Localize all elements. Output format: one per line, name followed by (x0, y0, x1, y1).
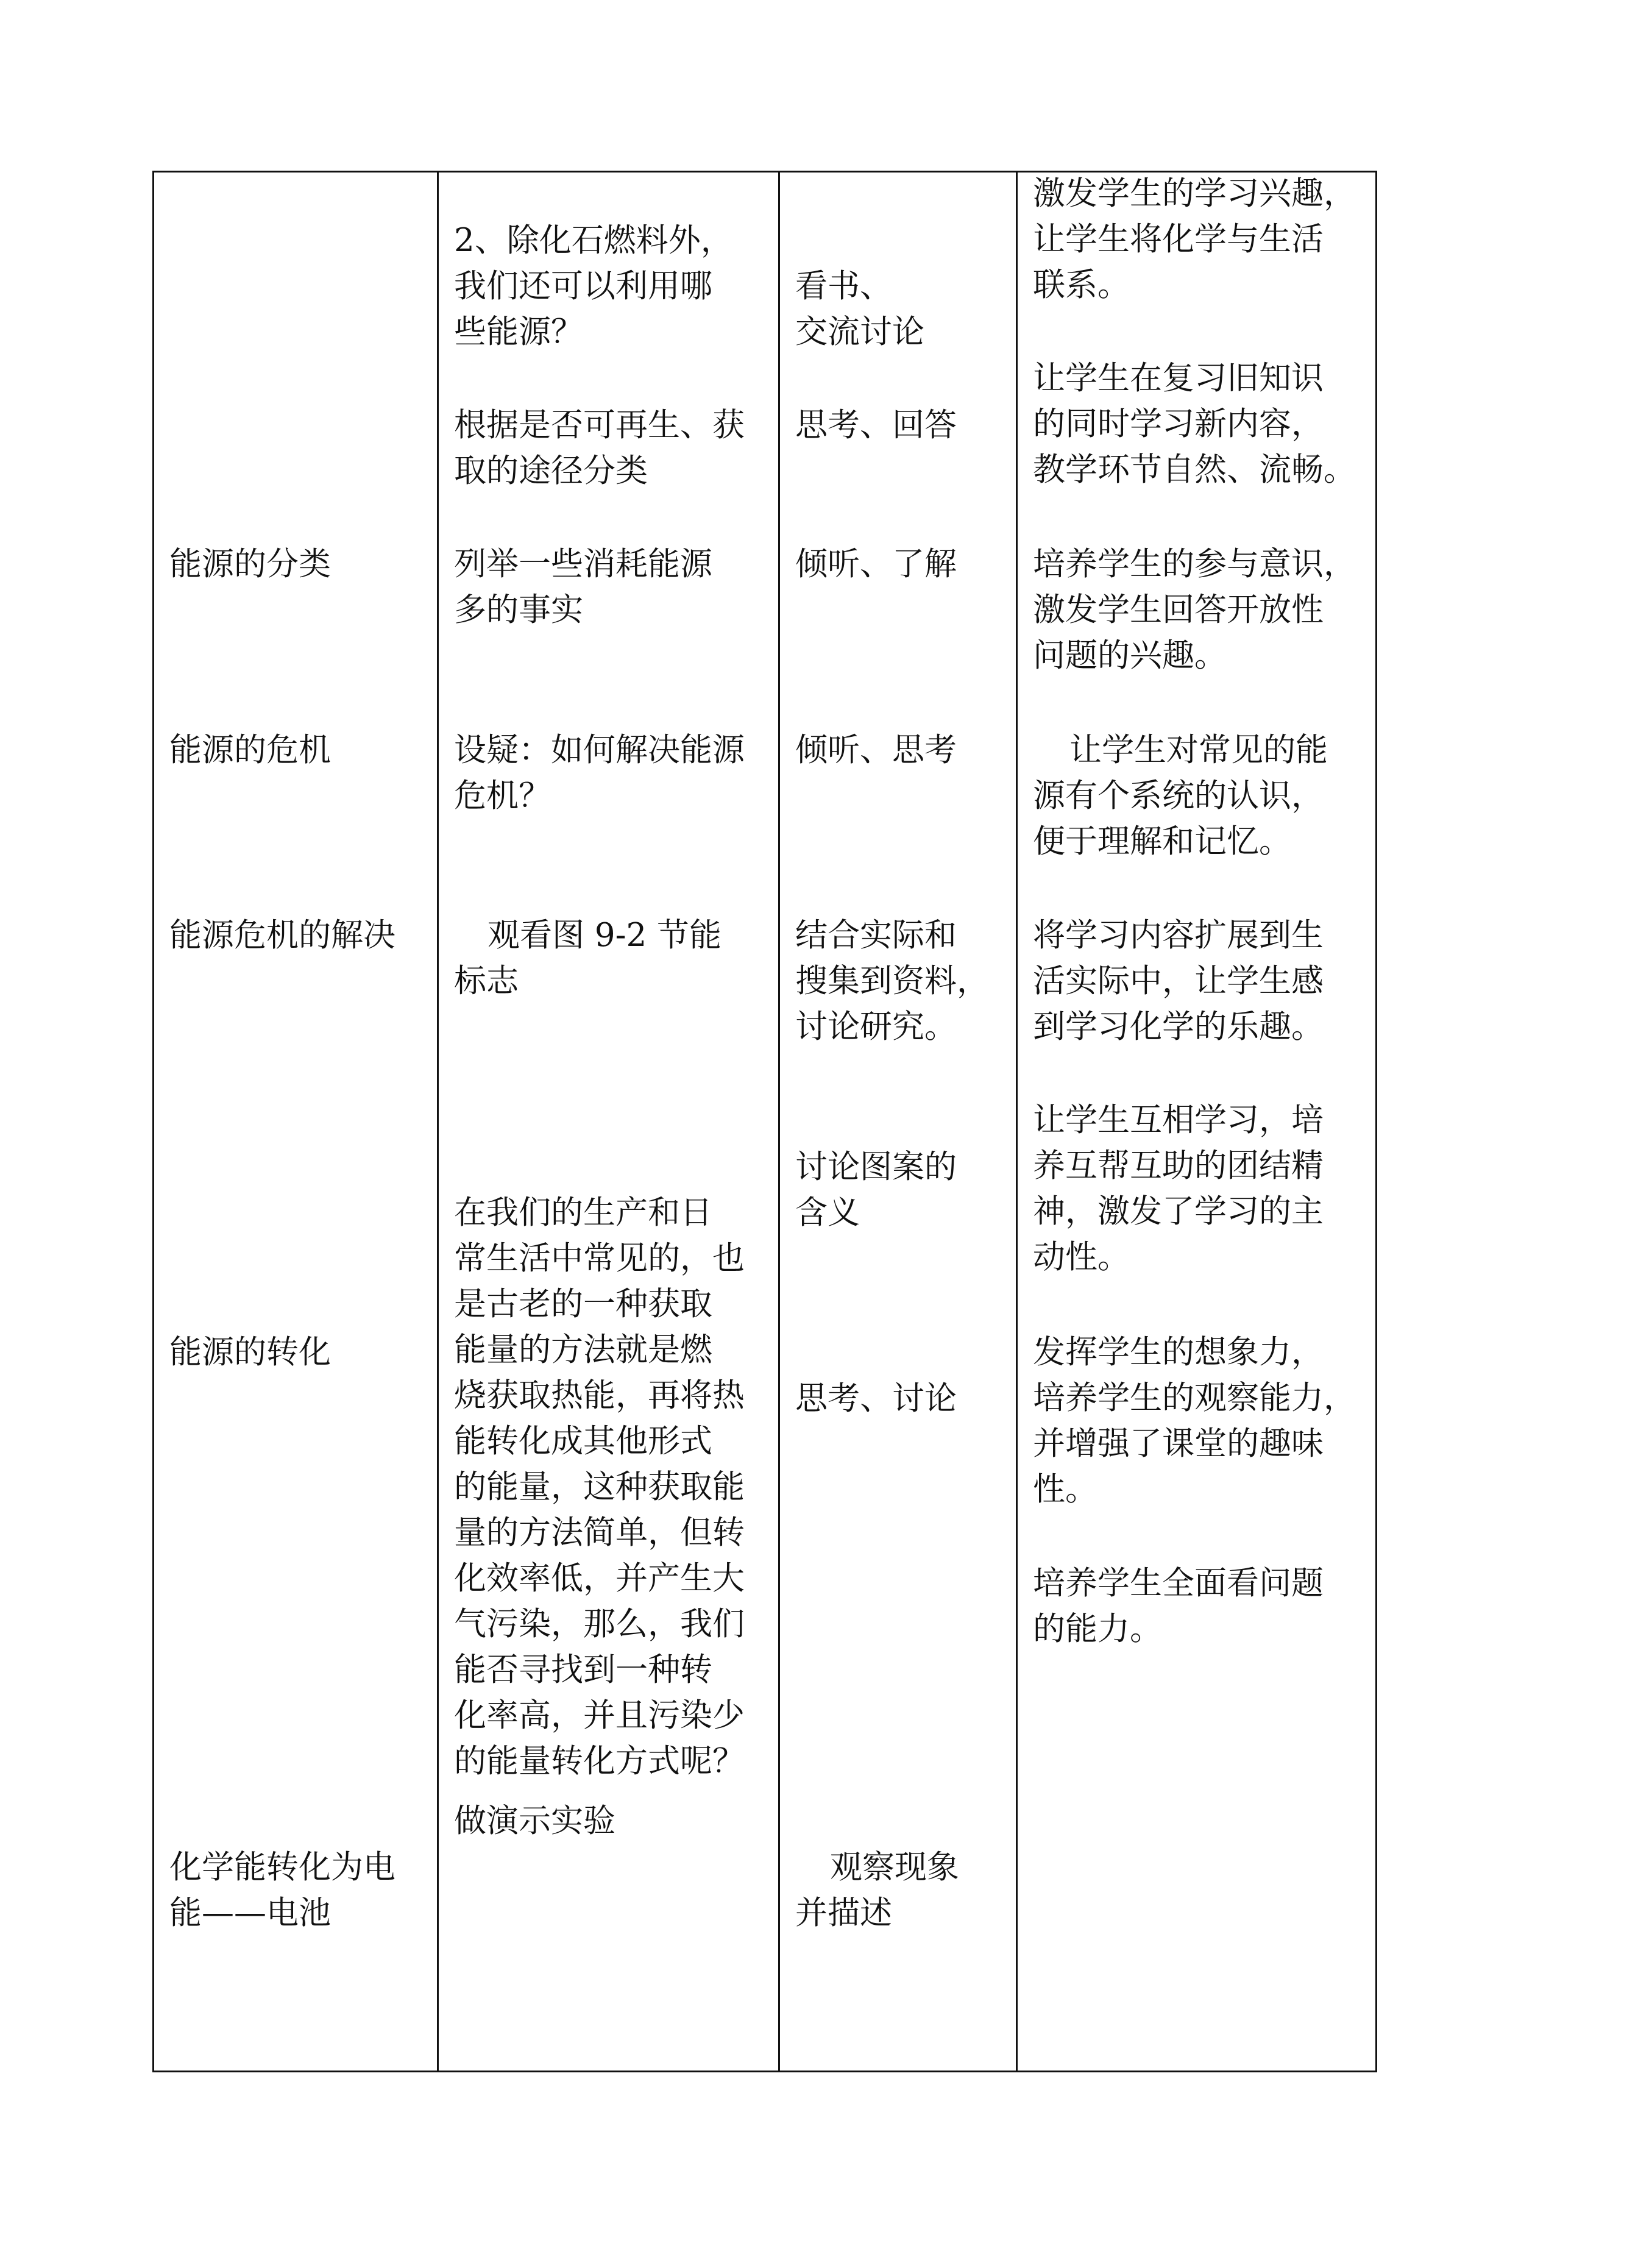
intent-line: 培养学生的参与意识， (1033, 546, 1356, 583)
intent-line: 发挥学生的想象力， (1033, 1334, 1324, 1371)
intent-line: 到学习化学的乐趣。 (1033, 1008, 1324, 1045)
student-listen-learn: 倾听、了解 (795, 546, 957, 583)
topic-classification: 能源的分类 (169, 546, 331, 583)
teacher-watch-line-2: 标志 (454, 962, 519, 1000)
teacher-paragraph-line: 的能量，这种获取能 (454, 1468, 745, 1505)
topic-crisis-solution: 能源危机的解决 (169, 917, 395, 954)
topic-crisis: 能源的危机 (169, 731, 331, 769)
teacher-paragraph-line: 化效率低，并产生大 (454, 1560, 745, 1597)
column-divider (778, 171, 780, 2072)
teacher-classify-line-1: 根据是否可再生、获 (454, 407, 745, 444)
student-pattern-line-2: 含义 (795, 1194, 860, 1231)
student-think-answer: 思考、回答 (795, 407, 957, 444)
intent-line: 便于理解和记忆。 (1033, 823, 1291, 860)
column-divider (1016, 171, 1018, 2072)
teacher-list-line-2: 多的事实 (454, 591, 583, 628)
student-combine-line-3: 讨论研究。 (795, 1008, 957, 1045)
intent-line: 动性。 (1033, 1239, 1130, 1276)
teacher-question-line-2: 我们还可以利用哪 (454, 268, 712, 305)
intent-line: 让学生将化学与生活 (1033, 221, 1324, 258)
student-read-line-1: 看书、 (795, 268, 892, 305)
teacher-paragraph-line: 能量的方法就是燃 (454, 1331, 712, 1368)
intent-line: 源有个系统的认识， (1033, 777, 1324, 814)
topic-conversion: 能源的转化 (169, 1334, 331, 1371)
teacher-paragraph-line: 的能量转化方式呢？ (454, 1743, 745, 1780)
teacher-paragraph-line: 常生活中常见的，也 (454, 1240, 745, 1277)
student-read-line-2: 交流讨论 (795, 313, 924, 350)
intent-line: 联系。 (1033, 266, 1130, 304)
teacher-watch-line-1: 观看图 9-2 节能 (488, 917, 722, 954)
intent-line: 并增强了课堂的趣味 (1033, 1425, 1324, 1462)
intent-line: 激发学生的学习兴趣， (1033, 175, 1356, 212)
intent-line: 教学环节自然、流畅。 (1033, 451, 1356, 488)
topic-battery-line-2: 能——电池 (169, 1894, 331, 1932)
student-combine-line-2: 搜集到资料， (795, 962, 989, 1000)
teacher-doubt-line-2: 危机？ (454, 777, 551, 814)
teacher-paragraph-line: 烧获取热能，再将热 (454, 1377, 745, 1414)
intent-line: 将学习内容扩展到生 (1033, 917, 1324, 954)
intent-line: 培养学生的观察能力， (1033, 1379, 1356, 1417)
topic-battery-line-1: 化学能转化为电 (169, 1849, 395, 1886)
intent-line: 让学生在复习旧知识 (1033, 360, 1324, 397)
teacher-paragraph-line: 气污染，那么，我们 (454, 1605, 745, 1643)
student-think-discuss: 思考、讨论 (795, 1380, 957, 1417)
teacher-paragraph-line: 能否寻找到一种转 (454, 1651, 712, 1688)
teacher-question-line-3: 些能源？ (454, 313, 583, 350)
intent-line: 养互帮互助的团结精 (1033, 1147, 1324, 1184)
intent-line: 活实际中，让学生感 (1033, 962, 1324, 1000)
intent-line: 让学生互相学习，培 (1033, 1101, 1324, 1139)
column-divider (437, 171, 439, 2072)
intent-line: 培养学生全面看问题 (1033, 1565, 1324, 1602)
intent-line: 问题的兴趣。 (1033, 637, 1227, 674)
student-observe-line-2: 并描述 (795, 1894, 892, 1932)
student-pattern-line-1: 讨论图案的 (795, 1148, 957, 1186)
teacher-doubt-line-1: 设疑：如何解决能源 (454, 731, 745, 769)
intent-line: 让学生对常见的能 (1069, 731, 1328, 769)
student-listen-think: 倾听、思考 (795, 731, 957, 769)
intent-line: 神，激发了学习的主 (1033, 1193, 1324, 1230)
teacher-question-line-1: 2、除化石燃料外， (454, 222, 733, 259)
teacher-paragraph-line: 在我们的生产和日 (454, 1194, 712, 1231)
teacher-paragraph-line: 量的方法简单，但转 (454, 1514, 745, 1551)
intent-line: 性。 (1033, 1471, 1097, 1508)
intent-line: 的能力。 (1033, 1610, 1162, 1648)
teacher-paragraph-line: 是古老的一种获取 (454, 1285, 712, 1323)
teacher-classify-line-2: 取的途径分类 (454, 452, 648, 489)
teacher-paragraph-line: 能转化成其他形式 (454, 1423, 712, 1460)
intent-line: 的同时学习新内容， (1033, 405, 1324, 443)
teacher-paragraph-line: 化率高，并且污染少 (454, 1697, 745, 1734)
teacher-list-line-1: 列举一些消耗能源 (454, 546, 712, 583)
student-combine-line-1: 结合实际和 (795, 917, 957, 954)
teacher-demo: 做演示实验 (454, 1802, 615, 1840)
intent-line: 激发学生回答开放性 (1033, 591, 1324, 628)
student-observe-line-1: 观察现象 (830, 1849, 959, 1886)
